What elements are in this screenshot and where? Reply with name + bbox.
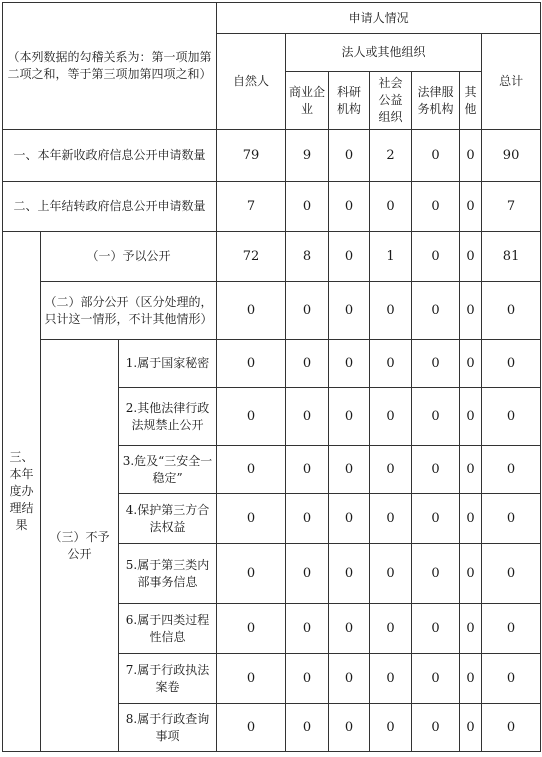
cell-research: 0 (329, 130, 370, 182)
cell-social-welfare: 0 (370, 604, 412, 654)
cell-social-welfare: 2 (370, 130, 412, 182)
section-3-label: 三、本年度办理结果 (3, 232, 41, 752)
cell-total: 0 (482, 544, 541, 604)
cell-legal-service: 0 (412, 130, 460, 182)
natural-person-header: 自然人 (217, 34, 286, 130)
cell-total: 0 (482, 446, 541, 494)
table-row (3, 232, 541, 282)
cell-research: 0 (329, 182, 370, 232)
cell-total: 0 (482, 340, 541, 388)
sub-row-label: 3.危及“三安全一稳定” (119, 446, 217, 494)
header-row-1 (3, 3, 541, 34)
cell-commercial: 9 (286, 130, 329, 182)
sub-row-label: 6.属于四类过程性信息 (119, 604, 217, 654)
cell-legal-service: 0 (412, 446, 460, 494)
cell-research: 0 (329, 654, 370, 704)
row-label-new-requests: 一、本年新收政府信息公开申请数量 (3, 130, 217, 182)
cell-commercial: 0 (286, 704, 329, 752)
cell-total: 81 (482, 232, 541, 282)
cell-other: 0 (460, 494, 482, 544)
cell-other: 0 (460, 604, 482, 654)
cell-social-welfare: 1 (370, 232, 412, 282)
cell-total: 0 (482, 282, 541, 340)
cell-natural-person: 0 (217, 388, 286, 446)
sub-row-label: 7.属于行政执法案卷 (119, 654, 217, 704)
cell-commercial: 8 (286, 232, 329, 282)
cell-legal-service: 0 (412, 232, 460, 282)
sub-row-label: 5.属于第三类内部事务信息 (119, 544, 217, 604)
cell-research: 0 (329, 340, 370, 388)
cell-research: 0 (329, 388, 370, 446)
cell-commercial: 0 (286, 340, 329, 388)
cell-legal-service: 0 (412, 704, 460, 752)
cell-legal-service: 0 (412, 340, 460, 388)
cell-natural-person: 0 (217, 446, 286, 494)
cell-research: 0 (329, 282, 370, 340)
applicant-situation-header: 申请人情况 (217, 3, 541, 34)
sub-row-label: 2.其他法律行政法规禁止公开 (119, 388, 217, 446)
table-row (3, 130, 541, 182)
cell-total: 7 (482, 182, 541, 232)
cell-total: 0 (482, 654, 541, 704)
cell-legal-service: 0 (412, 494, 460, 544)
cell-social-welfare: 0 (370, 340, 412, 388)
cell-commercial: 0 (286, 654, 329, 704)
cell-commercial: 0 (286, 182, 329, 232)
research-header: 科研机构 (329, 72, 370, 130)
cell-research: 0 (329, 704, 370, 752)
cell-natural-person: 72 (217, 232, 286, 282)
cell-natural-person: 7 (217, 182, 286, 232)
cell-research: 0 (329, 544, 370, 604)
cell-commercial: 0 (286, 544, 329, 604)
row-label-partial: （二）部分公开（区分处理的，只计这一情形，不计其他情形） (41, 282, 217, 340)
gov-info-disclosure-table (2, 2, 541, 752)
cell-other: 0 (460, 232, 482, 282)
cell-total: 0 (482, 704, 541, 752)
cell-legal-service: 0 (412, 182, 460, 232)
cell-social-welfare: 0 (370, 494, 412, 544)
cell-natural-person: 0 (217, 282, 286, 340)
sub-row-label: 4.保护第三方合法权益 (119, 494, 217, 544)
cell-other: 0 (460, 340, 482, 388)
cell-commercial: 0 (286, 604, 329, 654)
row-label-not-disclosed: （三）不予公开 (41, 340, 119, 752)
table-row (3, 282, 541, 340)
legal-service-header: 法律服务机构 (412, 72, 460, 130)
cell-social-welfare: 0 (370, 544, 412, 604)
legal-entity-header: 法人或其他组织 (286, 34, 482, 72)
cell-commercial: 0 (286, 388, 329, 446)
table-row (3, 340, 541, 388)
cell-other: 0 (460, 446, 482, 494)
cell-legal-service: 0 (412, 604, 460, 654)
table-note: （本列数据的勾稽关系为：第一项加第二项之和，等于第三项加第四项之和） (3, 3, 217, 130)
row-label-disclosed: （一）予以公开 (41, 232, 217, 282)
cell-legal-service: 0 (412, 388, 460, 446)
cell-total: 90 (482, 130, 541, 182)
cell-legal-service: 0 (412, 282, 460, 340)
cell-natural-person: 0 (217, 340, 286, 388)
cell-natural-person: 0 (217, 544, 286, 604)
cell-other: 0 (460, 182, 482, 232)
total-header: 总计 (482, 34, 541, 130)
cell-natural-person: 0 (217, 604, 286, 654)
cell-research: 0 (329, 446, 370, 494)
cell-research: 0 (329, 232, 370, 282)
cell-social-welfare: 0 (370, 654, 412, 704)
cell-social-welfare: 0 (370, 182, 412, 232)
cell-natural-person: 79 (217, 130, 286, 182)
cell-commercial: 0 (286, 494, 329, 544)
social-welfare-header: 社会公益组织 (370, 72, 412, 130)
cell-natural-person: 0 (217, 704, 286, 752)
other-header: 其他 (460, 72, 482, 130)
cell-other: 0 (460, 544, 482, 604)
cell-commercial: 0 (286, 446, 329, 494)
cell-social-welfare: 0 (370, 704, 412, 752)
cell-natural-person: 0 (217, 654, 286, 704)
cell-natural-person: 0 (217, 494, 286, 544)
cell-research: 0 (329, 494, 370, 544)
cell-legal-service: 0 (412, 544, 460, 604)
row-label-carried-over: 二、上年结转政府信息公开申请数量 (3, 182, 217, 232)
cell-other: 0 (460, 130, 482, 182)
cell-other: 0 (460, 654, 482, 704)
cell-other: 0 (460, 704, 482, 752)
cell-total: 0 (482, 388, 541, 446)
sub-row-label: 8.属于行政查询事项 (119, 704, 217, 752)
cell-social-welfare: 0 (370, 388, 412, 446)
commercial-header: 商业企业 (286, 72, 329, 130)
cell-research: 0 (329, 604, 370, 654)
cell-other: 0 (460, 388, 482, 446)
cell-other: 0 (460, 282, 482, 340)
cell-total: 0 (482, 494, 541, 544)
cell-legal-service: 0 (412, 654, 460, 704)
cell-total: 0 (482, 604, 541, 654)
cell-commercial: 0 (286, 282, 329, 340)
cell-social-welfare: 0 (370, 446, 412, 494)
table-row (3, 182, 541, 232)
cell-social-welfare: 0 (370, 282, 412, 340)
sub-row-label: 1.属于国家秘密 (119, 340, 217, 388)
